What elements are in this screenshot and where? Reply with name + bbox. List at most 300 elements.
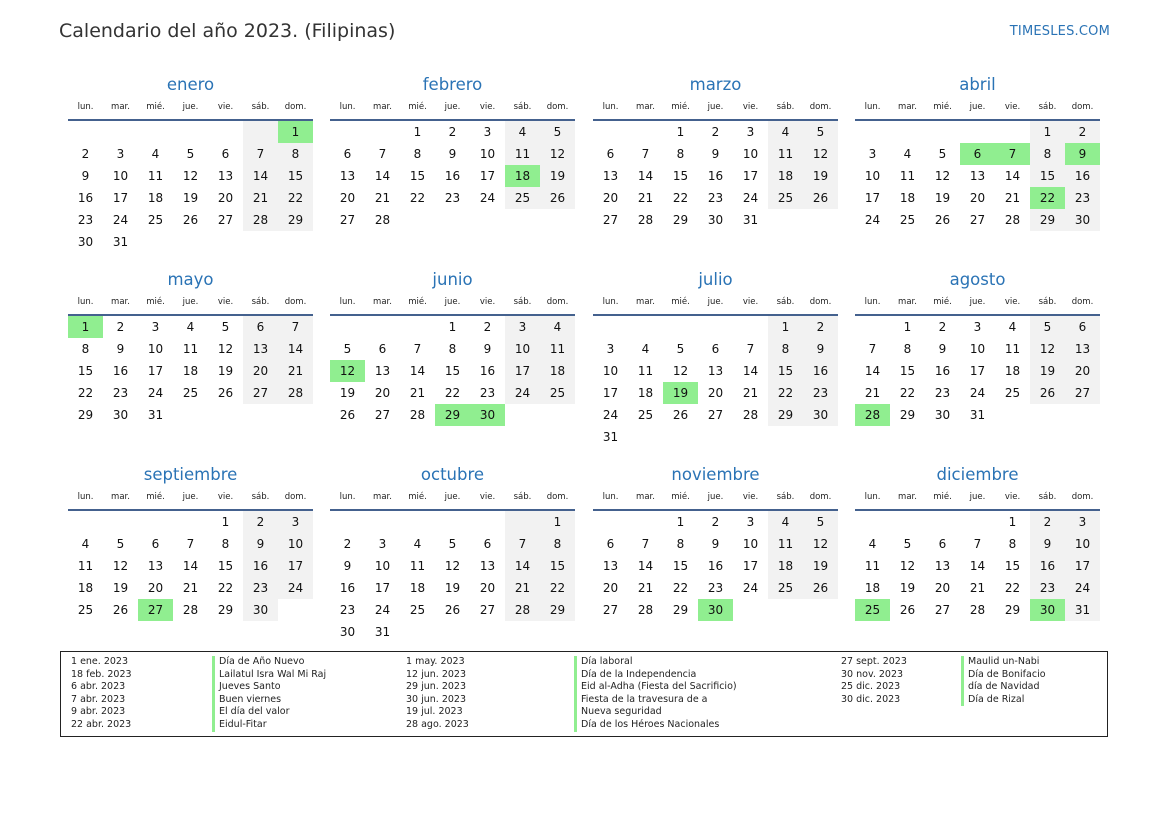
day-cell[interactable]: 4 <box>413 537 422 551</box>
day-cell[interactable]: 29 <box>672 603 689 617</box>
day-cell[interactable]: 5 <box>803 121 838 143</box>
day-cell[interactable]: 4 <box>768 121 803 143</box>
day-cell[interactable]: 28 <box>409 408 426 422</box>
day-cell[interactable]: 9 <box>1030 533 1065 555</box>
day-cell[interactable]: 6 <box>343 147 352 161</box>
day-cell[interactable]: 10 <box>505 338 540 360</box>
day-cell[interactable]: 3 <box>746 515 755 529</box>
day-cell[interactable]: 5 <box>448 537 457 551</box>
day-cell[interactable]: 7 <box>378 147 387 161</box>
day-cell[interactable]: 27 <box>934 603 951 617</box>
day-cell[interactable]: 10 <box>479 147 496 161</box>
day-cell[interactable]: 15 <box>278 165 313 187</box>
day-cell[interactable]: 11 <box>1004 342 1021 356</box>
day-cell[interactable]: 18 <box>768 165 803 187</box>
day-cell[interactable]: 8 <box>903 342 912 356</box>
day-cell[interactable]: 15 <box>540 555 575 577</box>
day-cell[interactable]: 15 <box>77 364 94 378</box>
day-cell[interactable]: 27 <box>374 408 391 422</box>
day-cell[interactable]: 15 <box>672 169 689 183</box>
day-cell[interactable]: 9 <box>803 338 838 360</box>
day-cell[interactable]: 21 <box>1004 191 1021 205</box>
day-cell[interactable]: 17 <box>742 559 759 573</box>
day-cell[interactable]: 26 <box>1030 382 1065 404</box>
day-cell[interactable]: 3 <box>1065 511 1100 533</box>
day-cell[interactable]: 29 <box>278 209 313 231</box>
day-cell[interactable]: 9 <box>81 169 90 183</box>
day-cell[interactable]: 27 <box>479 603 496 617</box>
day-cell[interactable]: 22 <box>672 581 689 595</box>
day-cell[interactable]: 22 <box>409 191 426 205</box>
day-cell[interactable]: 18 <box>1004 364 1021 378</box>
day-cell[interactable]: 25 <box>768 187 803 209</box>
day-cell[interactable]: 10 <box>602 364 619 378</box>
day-cell[interactable]: 5 <box>540 121 575 143</box>
day-cell[interactable]: 22 <box>540 577 575 599</box>
day-cell[interactable]: 9 <box>1065 143 1100 165</box>
day-cell[interactable]: 22 <box>1004 581 1021 595</box>
day-cell[interactable]: 4 <box>768 511 803 533</box>
day-cell[interactable]: 21 <box>505 577 540 599</box>
day-cell[interactable]: 5 <box>803 511 838 533</box>
day-cell[interactable]: 27 <box>217 213 234 227</box>
day-cell[interactable]: 23 <box>707 191 724 205</box>
day-cell[interactable]: 30 <box>339 625 356 639</box>
day-cell[interactable]: 22 <box>217 581 234 595</box>
day-cell[interactable]: 26 <box>217 386 234 400</box>
day-cell[interactable]: 1 <box>413 125 422 139</box>
day-cell[interactable]: 18 <box>899 191 916 205</box>
day-cell[interactable]: 29 <box>1004 603 1021 617</box>
day-cell[interactable]: 19 <box>540 165 575 187</box>
day-cell[interactable]: 17 <box>742 169 759 183</box>
day-cell[interactable]: 23 <box>803 382 838 404</box>
day-cell[interactable]: 19 <box>444 581 461 595</box>
day-cell[interactable]: 14 <box>969 559 986 573</box>
day-cell[interactable]: 10 <box>278 533 313 555</box>
day-cell[interactable]: 31 <box>1065 599 1100 621</box>
day-cell[interactable]: 23 <box>77 213 94 227</box>
day-cell[interactable]: 30 <box>77 235 94 249</box>
day-cell[interactable]: 14 <box>278 338 313 360</box>
day-cell[interactable]: 5 <box>343 342 352 356</box>
day-cell[interactable]: 21 <box>278 360 313 382</box>
day-cell[interactable]: 17 <box>374 581 391 595</box>
day-cell[interactable]: 4 <box>151 147 160 161</box>
day-cell[interactable]: 8 <box>1008 537 1017 551</box>
day-cell[interactable]: 27 <box>339 213 356 227</box>
day-cell[interactable]: 17 <box>112 191 129 205</box>
day-cell[interactable]: 28 <box>243 209 278 231</box>
day-cell[interactable]: 26 <box>803 577 838 599</box>
day-cell[interactable]: 17 <box>1065 555 1100 577</box>
day-cell[interactable]: 6 <box>243 316 278 338</box>
day-cell[interactable]: 27 <box>602 603 619 617</box>
day-cell[interactable]: 10 <box>864 169 881 183</box>
day-cell[interactable]: 26 <box>672 408 689 422</box>
day-cell[interactable]: 1 <box>768 316 803 338</box>
day-cell[interactable]: 20 <box>707 386 724 400</box>
day-cell[interactable]: 1 <box>278 121 313 143</box>
day-cell[interactable]: 21 <box>243 187 278 209</box>
day-cell[interactable]: 14 <box>1004 169 1021 183</box>
day-cell[interactable]: 26 <box>934 213 951 227</box>
day-cell[interactable]: 4 <box>641 342 650 356</box>
day-cell[interactable]: 7 <box>505 533 540 555</box>
day-cell[interactable]: 22 <box>672 191 689 205</box>
day-cell[interactable]: 1 <box>676 125 685 139</box>
day-cell[interactable]: 3 <box>505 316 540 338</box>
day-cell[interactable]: 18 <box>540 360 575 382</box>
day-cell[interactable]: 6 <box>151 537 160 551</box>
day-cell[interactable]: 22 <box>278 187 313 209</box>
day-cell[interactable]: 11 <box>77 559 94 573</box>
day-cell[interactable]: 3 <box>278 511 313 533</box>
day-cell[interactable]: 28 <box>182 603 199 617</box>
day-cell[interactable]: 12 <box>1030 338 1065 360</box>
day-cell[interactable]: 12 <box>540 143 575 165</box>
day-cell[interactable]: 31 <box>147 408 164 422</box>
day-cell[interactable]: 28 <box>374 213 391 227</box>
day-cell[interactable]: 18 <box>182 364 199 378</box>
day-cell[interactable]: 10 <box>742 147 759 161</box>
day-cell[interactable]: 24 <box>112 213 129 227</box>
day-cell[interactable]: 25 <box>147 213 164 227</box>
day-cell[interactable]: 25 <box>77 603 94 617</box>
day-cell[interactable]: 8 <box>448 342 457 356</box>
day-cell[interactable]: 21 <box>637 191 654 205</box>
day-cell[interactable]: 25 <box>505 187 540 209</box>
day-cell[interactable]: 20 <box>147 581 164 595</box>
day-cell[interactable]: 2 <box>343 537 352 551</box>
day-cell[interactable]: 24 <box>602 408 619 422</box>
day-cell[interactable]: 15 <box>1004 559 1021 573</box>
day-cell[interactable]: 12 <box>803 533 838 555</box>
day-cell[interactable]: 2 <box>448 125 457 139</box>
day-cell[interactable]: 9 <box>711 537 720 551</box>
day-cell[interactable]: 23 <box>339 603 356 617</box>
day-cell[interactable]: 15 <box>672 559 689 573</box>
day-cell[interactable]: 28 <box>742 408 759 422</box>
day-cell[interactable]: 9 <box>448 147 457 161</box>
day-cell[interactable]: 9 <box>116 342 125 356</box>
day-cell[interactable]: 22 <box>77 386 94 400</box>
day-cell[interactable]: 16 <box>77 191 94 205</box>
day-cell[interactable]: 19 <box>112 581 129 595</box>
day-cell[interactable]: 17 <box>505 360 540 382</box>
day-cell[interactable]: 10 <box>742 537 759 551</box>
day-cell[interactable]: 30 <box>1065 209 1100 231</box>
day-cell[interactable]: 4 <box>903 147 912 161</box>
day-cell[interactable]: 16 <box>243 555 278 577</box>
day-cell[interactable]: 6 <box>483 537 492 551</box>
day-cell[interactable]: 24 <box>147 386 164 400</box>
day-cell[interactable]: 10 <box>374 559 391 573</box>
day-cell[interactable]: 3 <box>151 320 160 334</box>
day-cell[interactable]: 20 <box>217 191 234 205</box>
day-cell[interactable]: 29 <box>672 213 689 227</box>
day-cell[interactable]: 7 <box>995 143 1030 165</box>
day-cell[interactable]: 26 <box>899 603 916 617</box>
day-cell[interactable]: 10 <box>969 342 986 356</box>
day-cell[interactable]: 21 <box>182 581 199 595</box>
day-cell[interactable]: 8 <box>1030 143 1065 165</box>
day-cell[interactable]: 11 <box>409 559 426 573</box>
day-cell[interactable]: 23 <box>1030 577 1065 599</box>
day-cell[interactable]: 14 <box>637 559 654 573</box>
day-cell[interactable]: 29 <box>435 404 470 426</box>
day-cell[interactable]: 25 <box>409 603 426 617</box>
day-cell[interactable]: 2 <box>938 320 947 334</box>
day-cell[interactable]: 19 <box>803 165 838 187</box>
day-cell[interactable]: 25 <box>637 408 654 422</box>
day-cell[interactable]: 5 <box>186 147 195 161</box>
day-cell[interactable]: 2 <box>483 320 492 334</box>
day-cell[interactable]: 24 <box>479 191 496 205</box>
day-cell[interactable]: 13 <box>147 559 164 573</box>
day-cell[interactable]: 29 <box>1030 209 1065 231</box>
day-cell[interactable]: 15 <box>768 360 803 382</box>
day-cell[interactable]: 9 <box>243 533 278 555</box>
day-cell[interactable]: 27 <box>707 408 724 422</box>
day-cell[interactable]: 21 <box>969 581 986 595</box>
day-cell[interactable]: 3 <box>116 147 125 161</box>
day-cell[interactable]: 22 <box>1030 187 1065 209</box>
day-cell[interactable]: 27 <box>602 213 619 227</box>
day-cell[interactable]: 8 <box>540 533 575 555</box>
day-cell[interactable]: 6 <box>711 342 720 356</box>
day-cell[interactable]: 1 <box>68 316 103 338</box>
day-cell[interactable]: 13 <box>243 338 278 360</box>
day-cell[interactable]: 17 <box>969 364 986 378</box>
day-cell[interactable]: 23 <box>1065 187 1100 209</box>
day-cell[interactable]: 20 <box>602 581 619 595</box>
day-cell[interactable]: 7 <box>746 342 755 356</box>
day-cell[interactable]: 3 <box>868 147 877 161</box>
day-cell[interactable]: 22 <box>444 386 461 400</box>
day-cell[interactable]: 30 <box>707 213 724 227</box>
day-cell[interactable]: 9 <box>343 559 352 573</box>
day-cell[interactable]: 4 <box>540 316 575 338</box>
day-cell[interactable]: 1 <box>540 511 575 533</box>
day-cell[interactable]: 5 <box>938 147 947 161</box>
day-cell[interactable]: 30 <box>1030 599 1065 621</box>
day-cell[interactable]: 16 <box>803 360 838 382</box>
day-cell[interactable]: 27 <box>138 599 173 621</box>
day-cell[interactable]: 17 <box>479 169 496 183</box>
day-cell[interactable]: 13 <box>479 559 496 573</box>
day-cell[interactable]: 17 <box>602 386 619 400</box>
day-cell[interactable]: 21 <box>742 386 759 400</box>
day-cell[interactable]: 23 <box>707 581 724 595</box>
day-cell[interactable]: 28 <box>637 213 654 227</box>
day-cell[interactable]: 25 <box>182 386 199 400</box>
day-cell[interactable]: 12 <box>444 559 461 573</box>
day-cell[interactable]: 1 <box>221 515 230 529</box>
day-cell[interactable]: 12 <box>182 169 199 183</box>
day-cell[interactable]: 28 <box>278 382 313 404</box>
day-cell[interactable]: 16 <box>1030 555 1065 577</box>
day-cell[interactable]: 30 <box>470 404 505 426</box>
day-cell[interactable]: 11 <box>540 338 575 360</box>
day-cell[interactable]: 28 <box>969 603 986 617</box>
day-cell[interactable]: 13 <box>1065 338 1100 360</box>
day-cell[interactable]: 31 <box>374 625 391 639</box>
day-cell[interactable]: 1 <box>1008 515 1017 529</box>
day-cell[interactable]: 5 <box>1030 316 1065 338</box>
day-cell[interactable]: 4 <box>186 320 195 334</box>
day-cell[interactable]: 31 <box>602 430 619 444</box>
day-cell[interactable]: 20 <box>374 386 391 400</box>
day-cell[interactable]: 13 <box>339 169 356 183</box>
day-cell[interactable]: 18 <box>505 165 540 187</box>
day-cell[interactable]: 20 <box>1065 360 1100 382</box>
day-cell[interactable]: 28 <box>505 599 540 621</box>
day-cell[interactable]: 6 <box>221 147 230 161</box>
day-cell[interactable]: 11 <box>768 533 803 555</box>
day-cell[interactable]: 5 <box>903 537 912 551</box>
day-cell[interactable]: 12 <box>803 143 838 165</box>
day-cell[interactable]: 23 <box>444 191 461 205</box>
day-cell[interactable]: 16 <box>934 364 951 378</box>
day-cell[interactable]: 6 <box>960 143 995 165</box>
day-cell[interactable]: 29 <box>899 408 916 422</box>
day-cell[interactable]: 29 <box>768 404 803 426</box>
day-cell[interactable]: 13 <box>707 364 724 378</box>
day-cell[interactable]: 27 <box>243 382 278 404</box>
day-cell[interactable]: 22 <box>899 386 916 400</box>
day-cell[interactable]: 6 <box>378 342 387 356</box>
day-cell[interactable]: 2 <box>243 511 278 533</box>
day-cell[interactable]: 24 <box>742 581 759 595</box>
day-cell[interactable]: 1 <box>903 320 912 334</box>
day-cell[interactable]: 24 <box>278 577 313 599</box>
day-cell[interactable]: 14 <box>505 555 540 577</box>
day-cell[interactable]: 25 <box>1004 386 1021 400</box>
day-cell[interactable]: 24 <box>374 603 391 617</box>
day-cell[interactable]: 8 <box>81 342 90 356</box>
day-cell[interactable]: 4 <box>1008 320 1017 334</box>
day-cell[interactable]: 8 <box>221 537 230 551</box>
day-cell[interactable]: 12 <box>112 559 129 573</box>
day-cell[interactable]: 9 <box>483 342 492 356</box>
day-cell[interactable]: 6 <box>1065 316 1100 338</box>
day-cell[interactable]: 3 <box>606 342 615 356</box>
day-cell[interactable]: 28 <box>855 404 890 426</box>
day-cell[interactable]: 26 <box>803 187 838 209</box>
day-cell[interactable]: 25 <box>899 213 916 227</box>
day-cell[interactable]: 21 <box>637 581 654 595</box>
day-cell[interactable]: 19 <box>663 382 698 404</box>
day-cell[interactable]: 18 <box>768 555 803 577</box>
day-cell[interactable]: 13 <box>602 559 619 573</box>
day-cell[interactable]: 8 <box>278 143 313 165</box>
day-cell[interactable]: 19 <box>217 364 234 378</box>
day-cell[interactable]: 8 <box>676 147 685 161</box>
day-cell[interactable]: 20 <box>934 581 951 595</box>
day-cell[interactable]: 3 <box>483 125 492 139</box>
day-cell[interactable]: 3 <box>973 320 982 334</box>
day-cell[interactable]: 24 <box>742 191 759 205</box>
day-cell[interactable]: 14 <box>243 165 278 187</box>
day-cell[interactable]: 31 <box>969 408 986 422</box>
day-cell[interactable]: 6 <box>606 147 615 161</box>
day-cell[interactable]: 20 <box>602 191 619 205</box>
day-cell[interactable]: 17 <box>864 191 881 205</box>
day-cell[interactable]: 17 <box>147 364 164 378</box>
day-cell[interactable]: 23 <box>243 577 278 599</box>
day-cell[interactable]: 12 <box>899 559 916 573</box>
day-cell[interactable]: 26 <box>540 187 575 209</box>
day-cell[interactable]: 17 <box>278 555 313 577</box>
day-cell[interactable]: 7 <box>868 342 877 356</box>
day-cell[interactable]: 25 <box>768 577 803 599</box>
day-cell[interactable]: 11 <box>505 143 540 165</box>
day-cell[interactable]: 27 <box>969 213 986 227</box>
day-cell[interactable]: 6 <box>606 537 615 551</box>
day-cell[interactable]: 22 <box>768 382 803 404</box>
day-cell[interactable]: 26 <box>444 603 461 617</box>
day-cell[interactable]: 13 <box>602 169 619 183</box>
day-cell[interactable]: 29 <box>540 599 575 621</box>
day-cell[interactable]: 2 <box>1030 511 1065 533</box>
day-cell[interactable]: 19 <box>339 386 356 400</box>
day-cell[interactable]: 6 <box>938 537 947 551</box>
day-cell[interactable]: 11 <box>637 364 654 378</box>
day-cell[interactable]: 2 <box>1065 121 1100 143</box>
day-cell[interactable]: 2 <box>711 125 720 139</box>
day-cell[interactable]: 10 <box>1065 533 1100 555</box>
day-cell[interactable]: 10 <box>112 169 129 183</box>
day-cell[interactable]: 21 <box>409 386 426 400</box>
day-cell[interactable]: 30 <box>934 408 951 422</box>
day-cell[interactable]: 16 <box>707 559 724 573</box>
day-cell[interactable]: 24 <box>505 382 540 404</box>
day-cell[interactable]: 8 <box>768 338 803 360</box>
day-cell[interactable]: 18 <box>77 581 94 595</box>
day-cell[interactable]: 7 <box>243 143 278 165</box>
day-cell[interactable]: 26 <box>182 213 199 227</box>
day-cell[interactable]: 19 <box>182 191 199 205</box>
day-cell[interactable]: 24 <box>969 386 986 400</box>
day-cell[interactable]: 30 <box>243 599 278 621</box>
day-cell[interactable]: 21 <box>864 386 881 400</box>
day-cell[interactable]: 4 <box>81 537 90 551</box>
day-cell[interactable]: 4 <box>505 121 540 143</box>
day-cell[interactable]: 15 <box>899 364 916 378</box>
day-cell[interactable]: 29 <box>77 408 94 422</box>
day-cell[interactable]: 1 <box>448 320 457 334</box>
day-cell[interactable]: 5 <box>221 320 230 334</box>
day-cell[interactable]: 20 <box>969 191 986 205</box>
brand-link[interactable]: TIMESLES.COM <box>1009 24 1110 39</box>
day-cell[interactable]: 20 <box>479 581 496 595</box>
day-cell[interactable]: 15 <box>1030 165 1065 187</box>
day-cell[interactable]: 12 <box>217 342 234 356</box>
day-cell[interactable]: 3 <box>746 125 755 139</box>
day-cell[interactable]: 15 <box>444 364 461 378</box>
day-cell[interactable]: 7 <box>641 537 650 551</box>
day-cell[interactable]: 1 <box>1030 121 1065 143</box>
day-cell[interactable]: 4 <box>868 537 877 551</box>
day-cell[interactable]: 19 <box>1030 360 1065 382</box>
day-cell[interactable]: 28 <box>637 603 654 617</box>
day-cell[interactable]: 7 <box>278 316 313 338</box>
day-cell[interactable]: 14 <box>864 364 881 378</box>
day-cell[interactable]: 7 <box>973 537 982 551</box>
day-cell[interactable]: 25 <box>855 599 890 621</box>
day-cell[interactable]: 19 <box>803 555 838 577</box>
